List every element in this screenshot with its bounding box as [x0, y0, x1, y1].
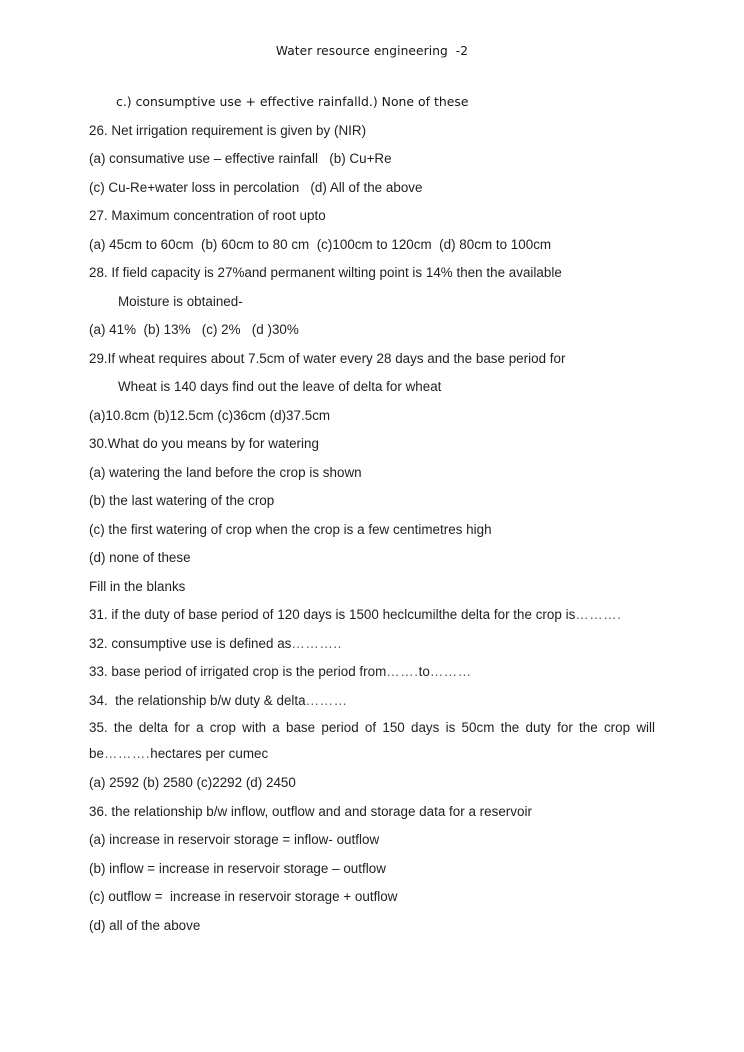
section-heading-fill-in-the-blanks: Fill in the blanks: [89, 578, 186, 594]
question-27-stem: 27. Maximum concentration of root upto: [89, 208, 326, 223]
question-36-option-b: (b) inflow = increase in reservoir storage – outflow: [89, 860, 386, 876]
question-36-option-d: (d) all of the above: [89, 917, 201, 933]
question-36-option-a: (a) increase in reservoir storage = inflow- outflow: [89, 832, 380, 847]
question-29-stem-row-1: 29.If wheat requires about 7.5cm of water every 28 days and the base period for: [89, 350, 566, 366]
question-33: [89, 658, 655, 687]
question-28-stem-row-1: 28. If field capacity is 27%and permanent wilting point is 14% then the available: [89, 265, 562, 280]
question-30-option-b: (b) the last watering of the crop: [89, 493, 275, 508]
question-35-stem-row-1: 35. the delta for a crop with a base period of 150 days is 50cm the duty for the crop will: [89, 720, 655, 735]
question-35-stem-row-2-before: be: [89, 745, 104, 761]
question-29-stem-row-2: Wheat is 140 days find out the leave of delta for wheat: [118, 379, 442, 394]
question-30-stem: 30.What do you means by for watering: [89, 436, 319, 451]
question-26-stem: 26. Net irrigation requirement is given by (NIR): [89, 122, 367, 138]
question-32: [89, 630, 655, 659]
question-30-option-d: (d) none of these: [89, 550, 191, 565]
question-31-blank-dots: ……….: [575, 607, 622, 622]
question-35-stem: [89, 715, 655, 769]
question-36-stem: 36. the relationship b/w inflow, outflow and and storage data for a reservoir: [89, 803, 532, 819]
question-27-options-row-1: (a) 45cm to 60cm (b) 60cm to 80 cm (c)100cm to 120cm (d) 80cm to 100cm: [89, 236, 552, 252]
question-32-text: 32. consumptive use is defined as: [89, 635, 292, 651]
question-30-option-a: (a) watering the land before the crop is shown: [89, 464, 362, 480]
question-36-option-c: (c) outflow = increase in reservoir storage + outflow: [89, 889, 398, 904]
question-32-blank-dots: ………..: [291, 635, 343, 651]
question-34-text: 34. the relationship b/w duty & delta: [89, 692, 306, 708]
question-28-stem-row-2: Moisture is obtained-: [118, 293, 243, 309]
question-34-blank-dots: ………: [305, 692, 348, 708]
document-body: [89, 88, 655, 940]
question-34: [89, 687, 655, 716]
page-header: Water resource engineering -2: [275, 44, 469, 58]
question-28-options-row-1: (a) 41% (b) 13% (c) 2% (d )30%: [89, 322, 299, 337]
question-30-option-c: (c) the first watering of crop when the crop is a few centimetres high: [89, 521, 492, 537]
question-33-text-mid: to: [418, 664, 430, 679]
question-31: [89, 601, 655, 630]
question-35-stem-row-2-after: hectares per cumec: [150, 745, 269, 761]
question-29-options-row-1: (a)10.8cm (b)12.5cm (c)36cm (d)37.5cm: [89, 407, 331, 423]
question-31-text: 31. if the duty of base period of 120 days is 1500 heclcumilthe delta for the crop is: [89, 607, 576, 622]
question-35-options-row-1: (a) 2592 (b) 2580 (c)2292 (d) 2450: [89, 775, 296, 790]
question-35-blank-dots: ……….: [103, 745, 151, 761]
question-33-text: 33. base period of irrigated crop is the period from: [89, 664, 387, 679]
question-33-blank-dots-2: ………: [429, 664, 472, 679]
question-26-options-row-2: (c) Cu-Re+water loss in percolation (d) All of the above: [89, 179, 423, 195]
orphan-option-line: c.) consumptive use + effective rainfalld.) None of these: [116, 94, 469, 109]
question-26-options-row-1: (a) consumative use – effective rainfall (b) Cu+Re: [89, 151, 392, 166]
question-33-blank-dots-1: …….: [386, 664, 419, 679]
